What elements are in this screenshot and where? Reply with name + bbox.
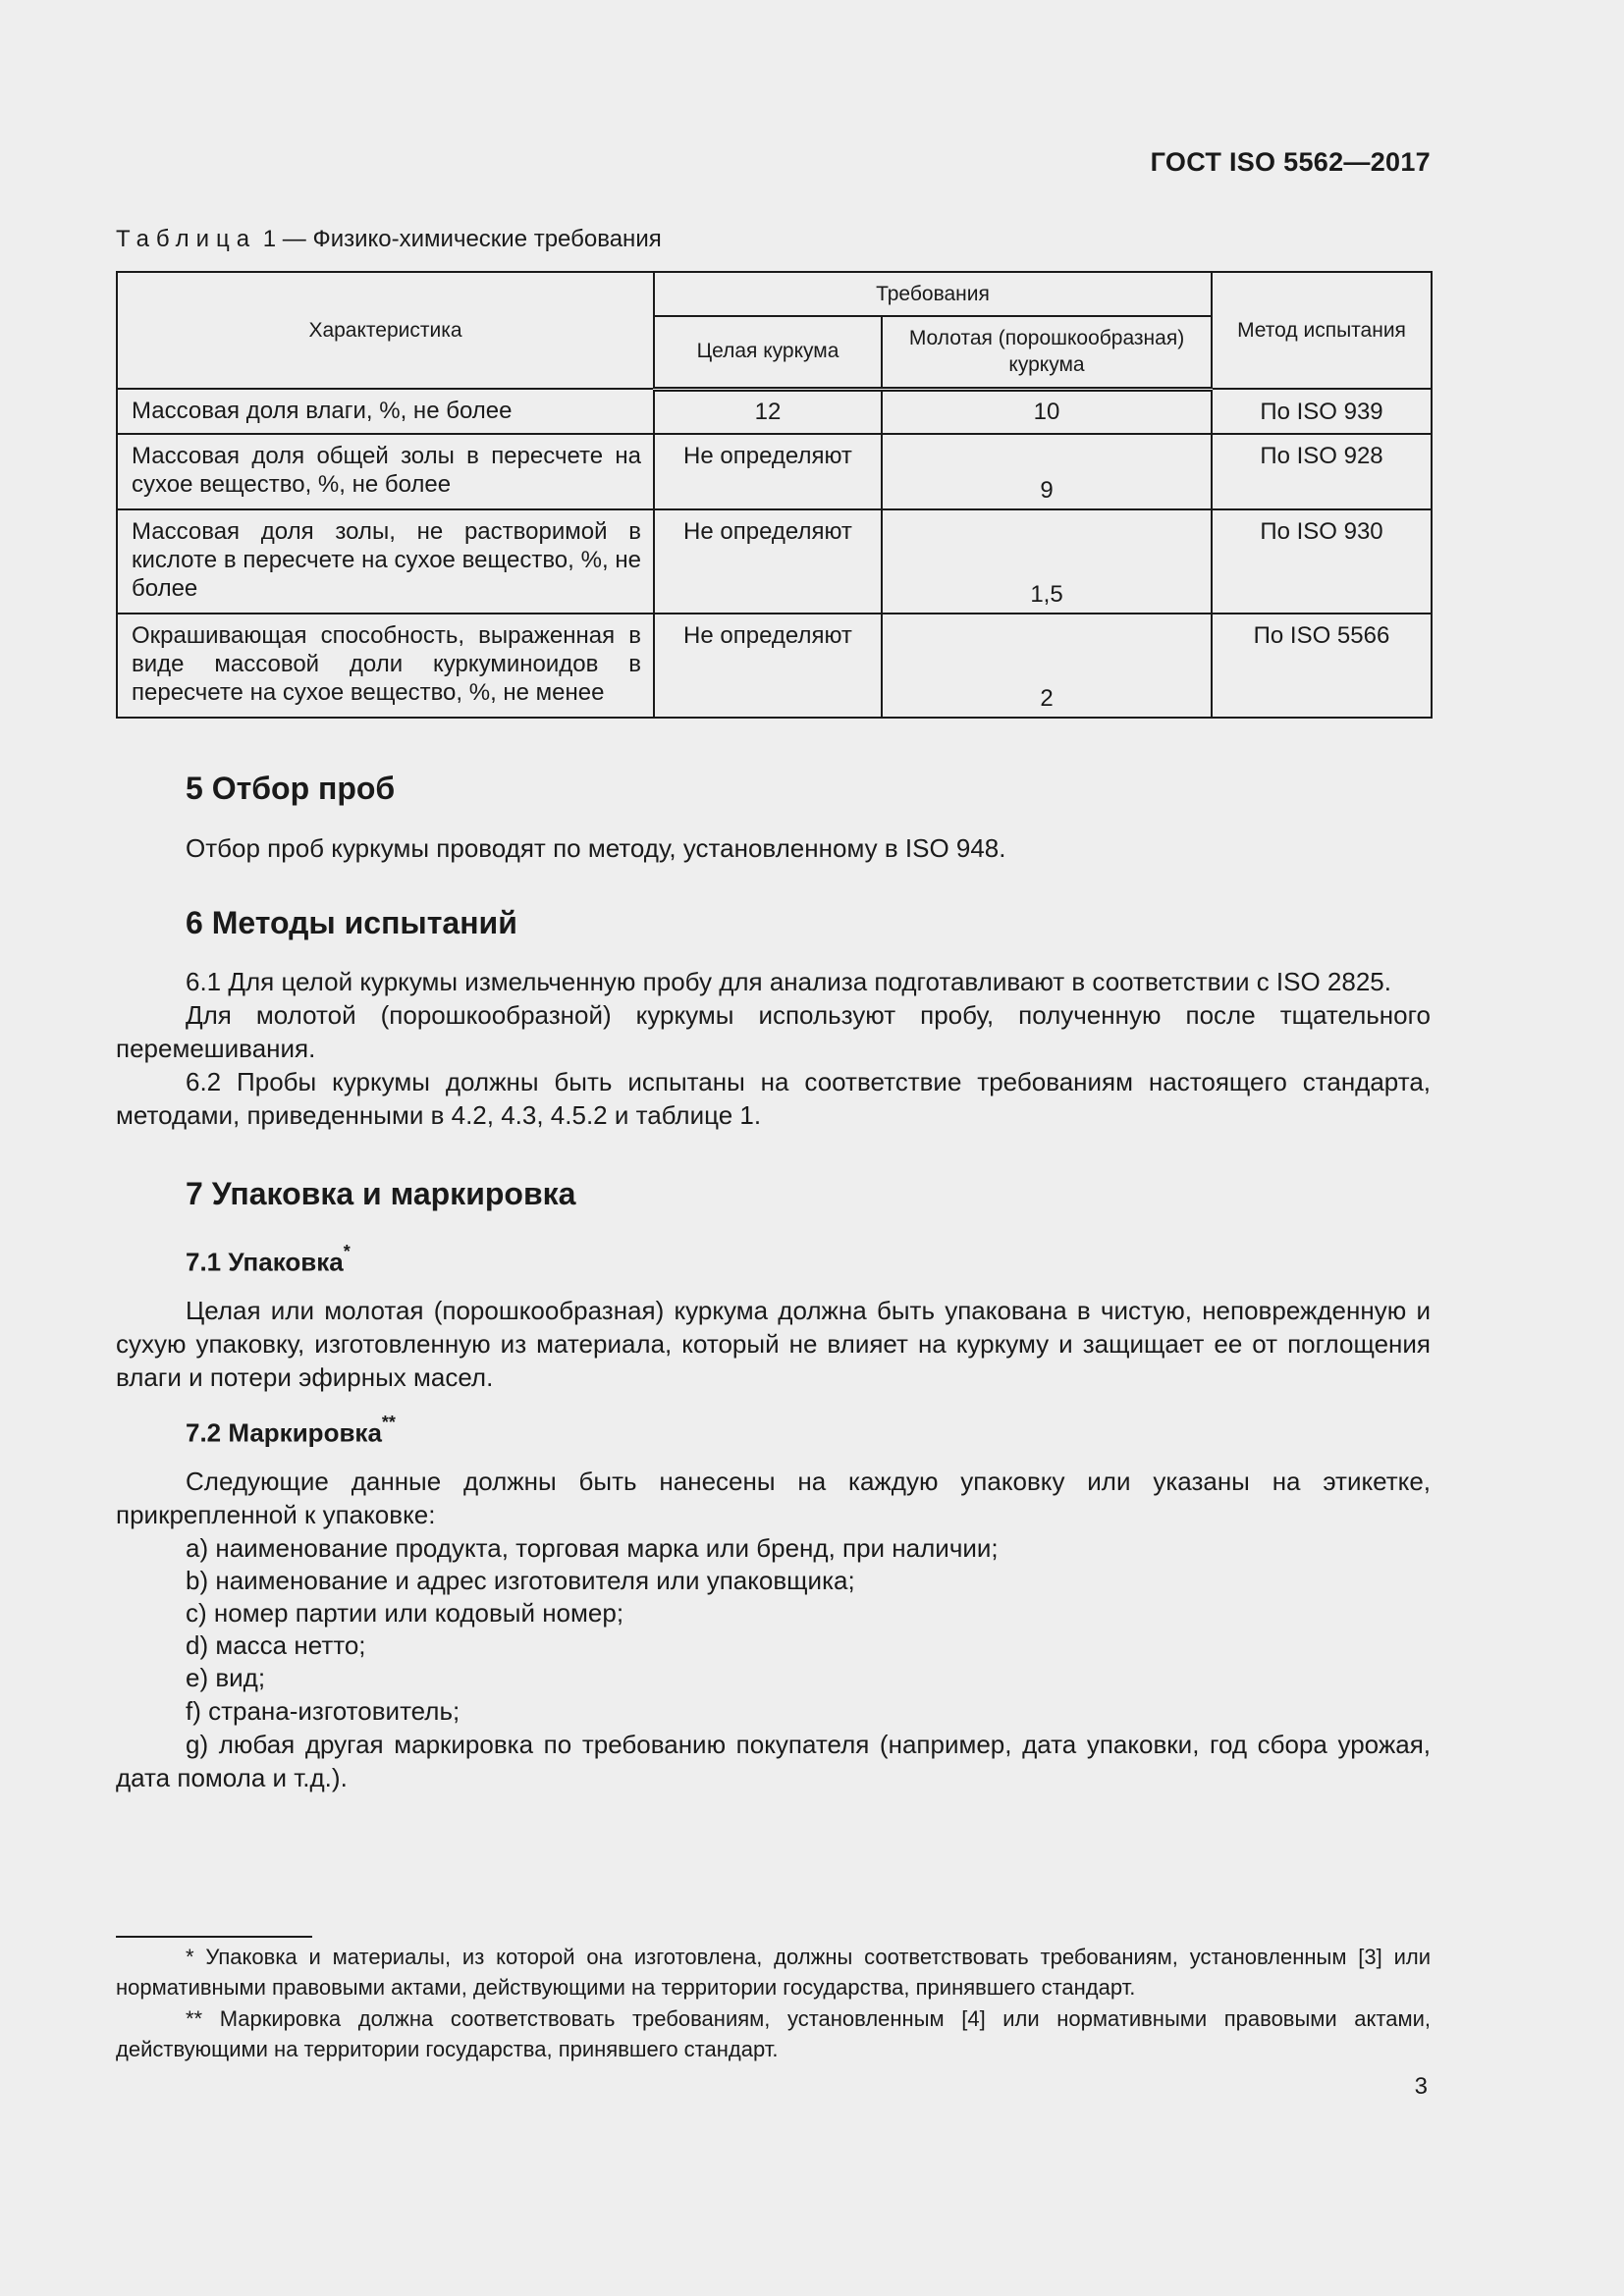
row-whole-value: Не определяют: [654, 509, 882, 614]
row-characteristic: Массовая доля золы, не растворимой в кислоте в пересчете на сухое вещество, %, не более: [117, 509, 654, 614]
row-ground-value: 10: [882, 389, 1212, 434]
list-item: d) масса нетто;: [186, 1630, 366, 1660]
row-method: По ISO 5566: [1212, 614, 1432, 718]
row-ground-value: 1,5: [882, 509, 1212, 614]
footnote-1: * Упаковка и материалы, из которой она изготовлена, должны соответствовать требованиям, установленным [3] или нормативными правовыми актами, действующими на территории государства, принявшего стандарт.: [116, 1945, 1431, 2000]
section-5-title: 5 Отбор проб: [186, 771, 396, 806]
row-ground-value: 9: [882, 434, 1212, 509]
section-7-1-title-text: 7.1 Упаковка: [186, 1247, 344, 1277]
section-7-2-title: [186, 1413, 396, 1449]
section-6-2-text: 6.2 Пробы куркумы должны быть испытаны на соответствие требованиям настоящего стандарта, методами, приведенными в 4.2, 4.3, 4.5.2 и таблице 1.: [116, 1067, 1431, 1130]
section-5-text: Отбор проб куркумы проводят по методу, установленному в ISO 948.: [186, 833, 1006, 863]
footnote-separator: [116, 1936, 312, 1938]
section-6-1-text-ground: Для молотой (порошкообразной) куркумы используют пробу, полученную после тщательного перемешивания.: [116, 1000, 1431, 1063]
section-7-2-text: Следующие данные должны быть нанесены на каждую упаковку или указаны на этикетке, прикрепленной к упаковке:: [116, 1467, 1431, 1529]
header-whole-turmeric: Целая куркума: [654, 316, 882, 389]
table-row: [117, 614, 1432, 718]
document-code-header: ГОСТ ISO 5562—2017: [1150, 147, 1431, 177]
header-requirements: Требования: [654, 272, 1212, 316]
row-method: По ISO 930: [1212, 509, 1432, 614]
table-row: [117, 434, 1432, 509]
requirements-table: [116, 271, 1433, 719]
list-item: e) вид;: [186, 1663, 266, 1692]
footnote-mark: *: [343, 1242, 351, 1261]
section-7-2-title-text: 7.2 Маркировка: [186, 1417, 382, 1448]
list-item: b) наименование и адрес изготовителя или упаковщика;: [186, 1566, 855, 1595]
section-6-1-text: 6.1 Для целой куркумы измельченную пробу для анализа подготавливают в соответствии с ISO 2825.: [186, 967, 1391, 996]
row-characteristic: Окрашивающая способность, выраженная в виде массовой доли куркуминоидов в пересчете на сухое вещество, %, не менее: [117, 614, 654, 718]
row-method: По ISO 928: [1212, 434, 1432, 509]
footnote-mark: **: [381, 1413, 396, 1432]
page-number: 3: [1414, 2073, 1428, 2100]
table-caption-prefix: Таблица: [116, 226, 257, 252]
table-row: [117, 509, 1432, 614]
section-7-title: 7 Упаковка и маркировка: [186, 1176, 576, 1211]
row-characteristic: Массовая доля влаги, %, не более: [117, 389, 654, 434]
row-characteristic: Массовая доля общей золы в пересчете на сухое вещество, %, не более: [117, 434, 654, 509]
table-caption-title: 1 — Физико-химические требования: [256, 226, 662, 252]
row-ground-value: 2: [882, 614, 1212, 718]
table-row: [117, 389, 1432, 434]
list-item: a) наименование продукта, торговая марка или бренд, при наличии;: [186, 1533, 999, 1563]
table-caption: [116, 226, 662, 253]
list-item: f) страна-изготовитель;: [186, 1696, 460, 1726]
row-method: По ISO 939: [1212, 389, 1432, 434]
section-7-1-title: [186, 1242, 351, 1278]
header-method: Метод испытания: [1212, 272, 1432, 389]
row-whole-value: 12: [654, 389, 882, 434]
row-whole-value: Не определяют: [654, 614, 882, 718]
list-item: c) номер партии или кодовый номер;: [186, 1598, 624, 1628]
row-whole-value: Не определяют: [654, 434, 882, 509]
header-ground-turmeric: Молотая (порошкообразная) куркума: [882, 316, 1212, 389]
section-7-1-text: Целая или молотая (порошкообразная) куркума должна быть упакована в чистую, неповрежденную и сухую упаковку, изготовленную из материала, который не влияет на куркуму и защищает ее от поглощения влаги и потери эфирных масел.: [116, 1296, 1431, 1392]
footnote-2: ** Маркировка должна соответствовать требованиям, установленным [4] или нормативными правовыми актами, действующими на территории государства, принявшего стандарт.: [116, 2006, 1431, 2061]
header-characteristic: Характеристика: [117, 272, 654, 389]
list-item: g) любая другая маркировка по требованию покупателя (например, дата упаковки, год сбора урожая, дата помола и т.д.).: [116, 1730, 1431, 1792]
section-6-title: 6 Методы испытаний: [186, 905, 517, 940]
